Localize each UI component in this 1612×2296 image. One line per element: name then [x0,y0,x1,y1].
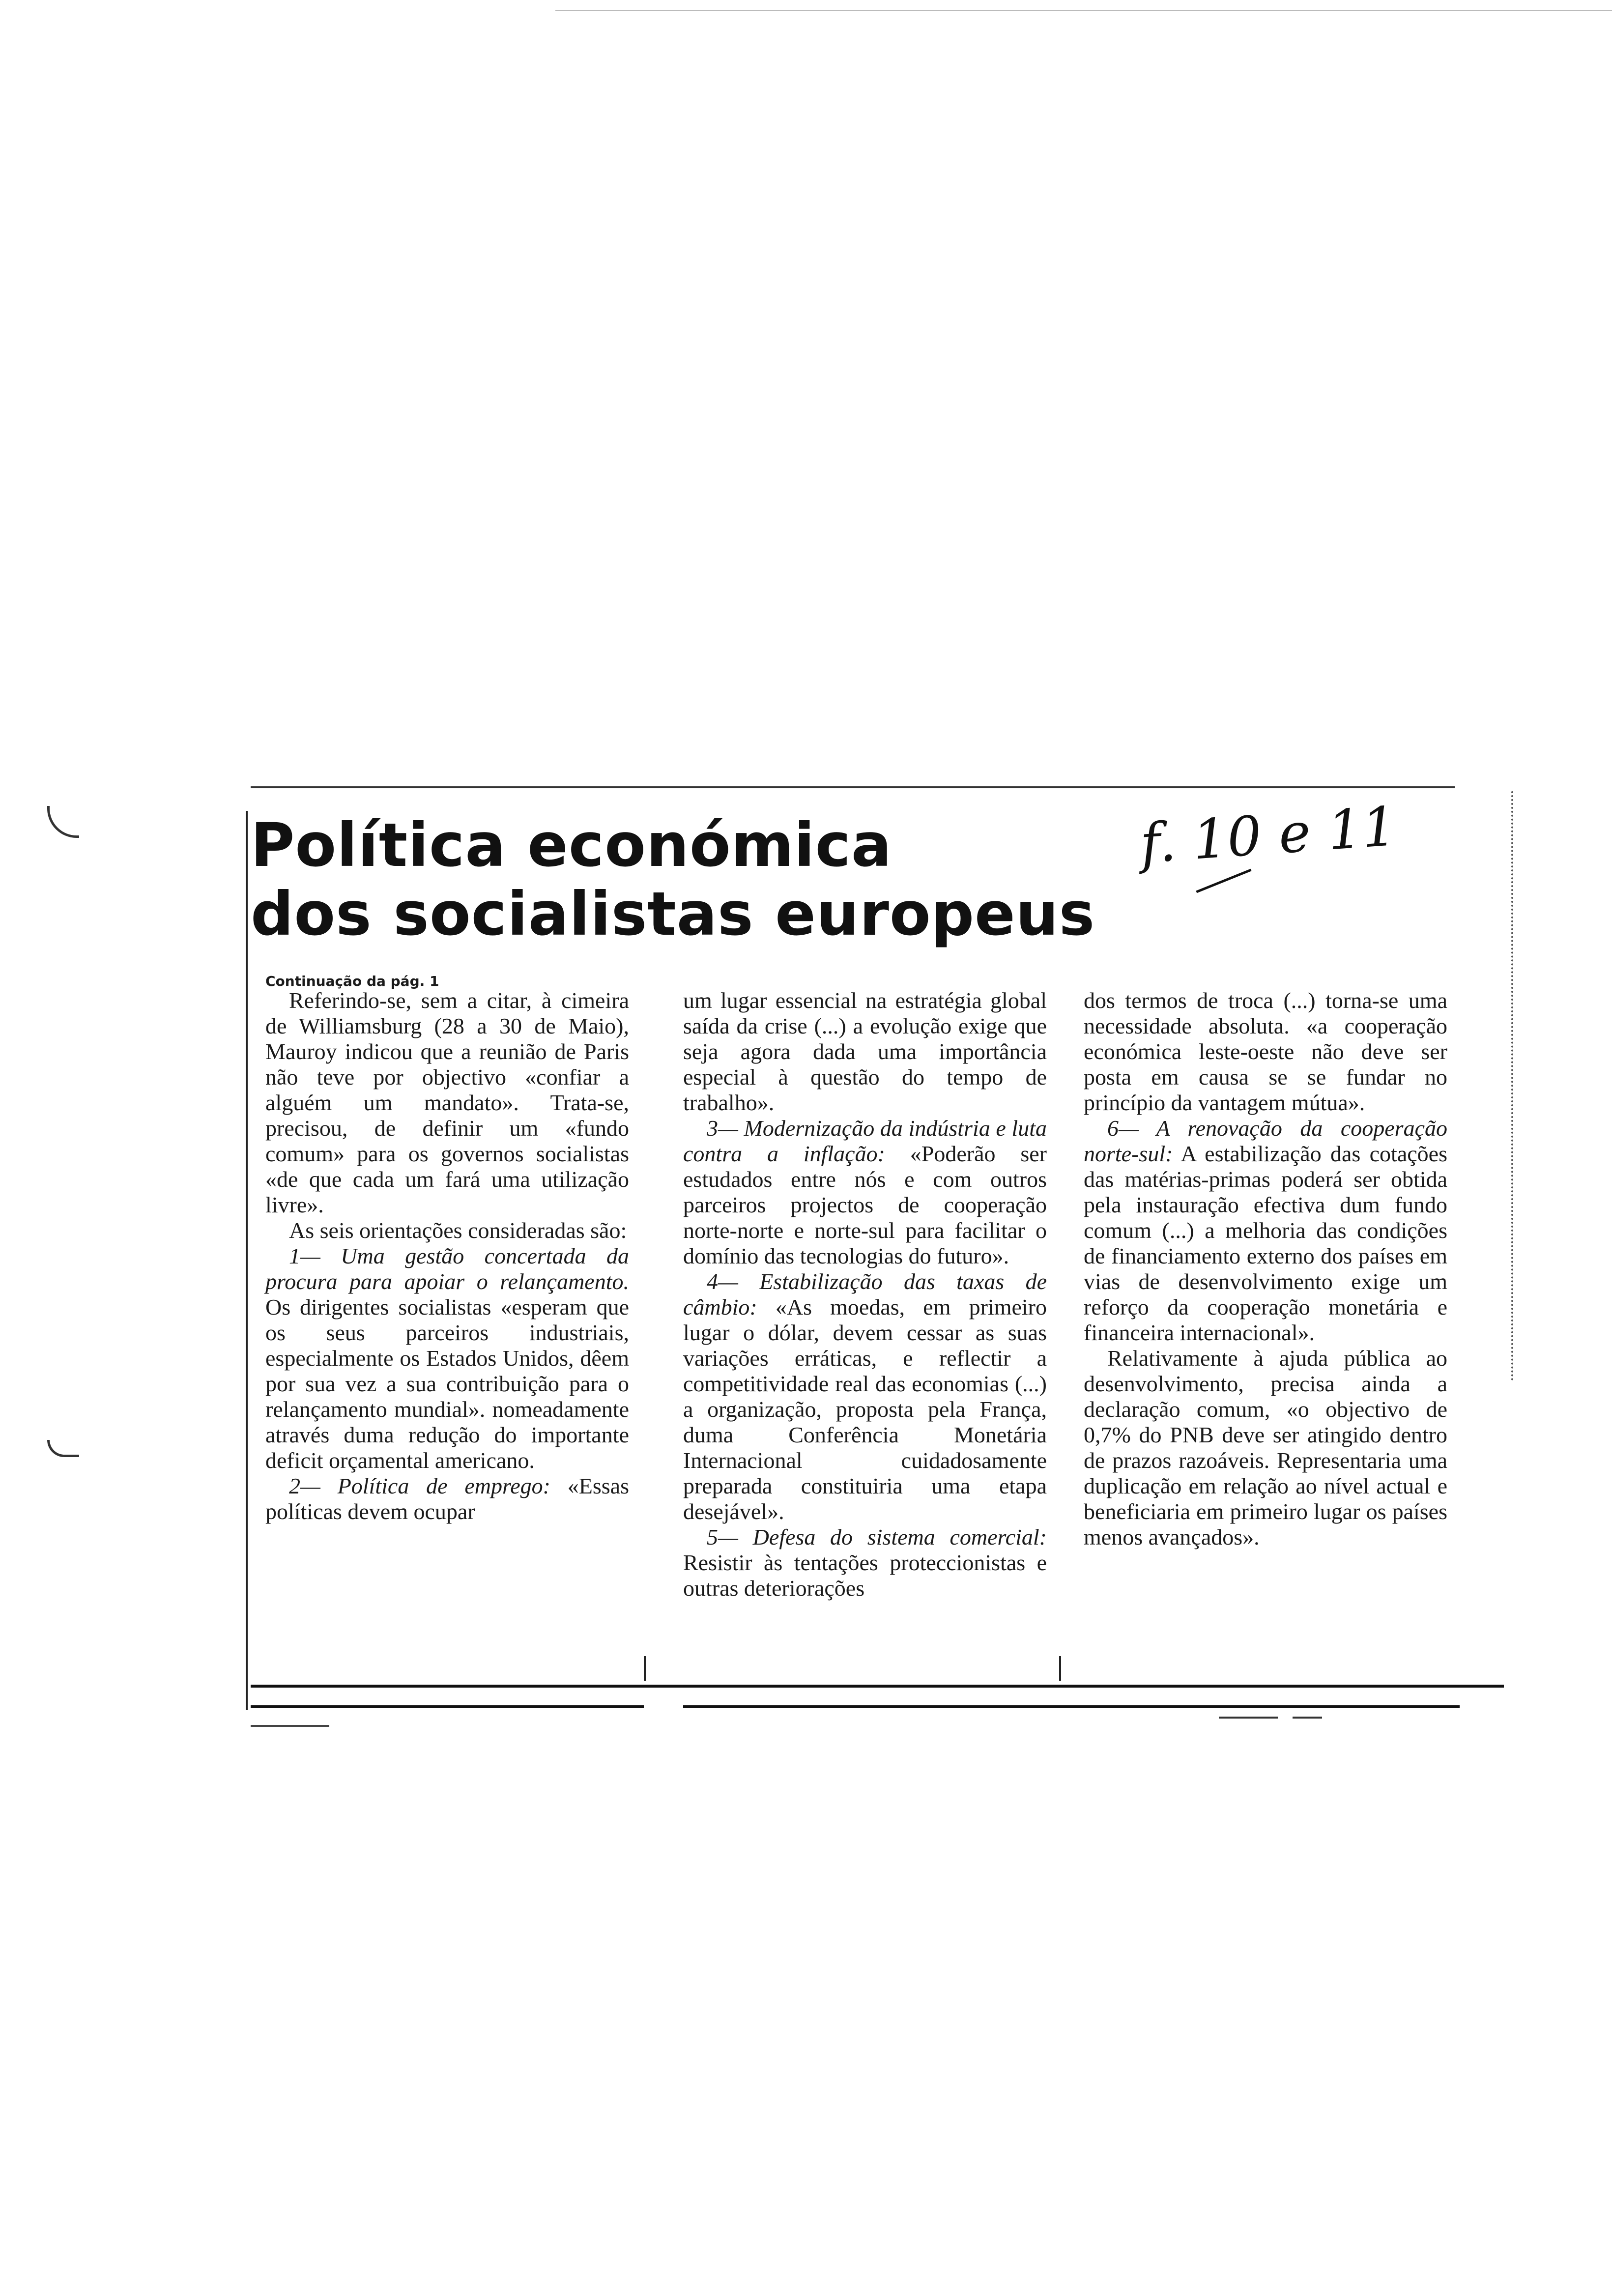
column-divider-1 [644,1656,646,1681]
section-heading: 1— Uma gestão concertada da procura para apoiar o relançamento. [265,1243,629,1294]
paragraph [683,1116,1047,1269]
handwritten-page-note: f. 10 e 11 [1138,794,1399,876]
paragraph [683,1269,1047,1524]
newspaper-clipping [241,781,1504,1715]
bottom-rule-2-right [683,1705,1460,1708]
headline [251,811,1095,948]
section-heading: 3— Modernização da indústria e luta contra a inflação: [683,1116,1047,1166]
bottom-rule-3 [251,1725,329,1727]
section-heading: 5— Defesa do sistema comercial: [707,1524,1047,1550]
paragraph: Referindo-se, sem a citar, à cimeira de Williamsburg (28 a 30 de Maio), Mauroy indicou que a reunião de Paris não teve por objectivo «confiar a alguém um mandato». Trata-se, precisou, de definir um «fundo comum» para os governos socialistas «de que cada um fará uma utilização livre». [265,988,629,1217]
paragraph [265,1473,629,1524]
paragraph-text: A estabilização das cotações das matérias-primas poderá ser obtida pela instauração efectiva dum fundo comum (...) a melhoria das condições de financiamento externo dos países em vias de desenvolvimento exige um reforço da cooperação monetária e financeira internacional». [1084,1141,1447,1345]
paragraph: As seis orientações consideradas são: [289,1218,627,1243]
paragraph-text: Resistir às tentações proteccionistas e outras deteriorações [683,1550,1047,1601]
section-heading: 4— Estabilização das taxas de câmbio: [683,1269,1047,1320]
section-heading: 6— A renovação da cooperação norte-sul: [1084,1116,1447,1166]
left-border [246,811,248,1710]
annotation-dash [1196,869,1251,893]
margin-mark-lower [47,1440,79,1457]
paragraph [683,1524,1047,1601]
headline-line-2: dos socialistas europeus [251,879,1095,949]
bottom-rule-1 [251,1685,1504,1688]
paragraph [1084,1116,1447,1346]
column-1 [265,988,629,1524]
paragraph: Relativamente à ajuda pública ao desenvolvimento, precisa ainda a declaração comum, «o objectivo de 0,7% do PNB deve ser atingido dentro de prazos razoáveis. Representaria uma duplicação em relação ao nível actual e beneficiaria em primeiro lugar os países menos avançados». [1084,1346,1447,1550]
paragraph-text: «As moedas, em primeiro lugar o dólar, devem cessar as suas variações erráticas, e reflectir a competitividade real das economias (...) a organização, proposta pela França, duma Conferência Monetária Internacional cuidadosamente preparada constituiria uma etapa desejável». [683,1294,1047,1524]
top-edge-faint-rule [555,10,1612,11]
section-heading: 2— Política de emprego: [289,1473,550,1498]
bottom-mark-2 [1293,1717,1322,1719]
paragraph-text: Os dirigentes socialistas «esperam que os seus parceiros industriais, especialmente os Estados Unidos, dêem por sua vez a sua contribuição para o relançamento mundial». nomeadamente através duma redução do importante deficit orçamental americano. [265,1294,629,1473]
top-rule [251,786,1455,788]
column-3 [1084,988,1447,1550]
paragraph-text: «Poderão ser estudados entre nós e com outros parceiros projectos de cooperação norte-norte e norte-sul para facilitar o domínio das tecnologias do futuro». [683,1141,1047,1268]
column-divider-2 [1059,1656,1061,1681]
bottom-mark-1 [1219,1717,1278,1719]
continuation-note: Continuação da pág. 1 [265,973,439,989]
column-2 [683,988,1047,1601]
paragraph: um lugar essencial na estratégia global saída da crise (...) a evolução exige que seja agora dada uma importância especial à questão do tempo de trabalho». [683,988,1047,1115]
paragraph [265,1243,629,1473]
headline-line-1: Política económica [251,810,892,880]
right-fold-line [1511,791,1513,1381]
bottom-rule-2-left [251,1705,644,1708]
paragraph-text: «Essas políticas devem ocupar [265,1473,629,1524]
paragraph: dos termos de troca (...) torna-se uma necessidade absoluta. «a cooperação económica leste-oeste não deve ser posta em causa se se fundar no princípio da vantagem mútua». [1084,988,1447,1115]
margin-mark-upper [47,806,79,838]
